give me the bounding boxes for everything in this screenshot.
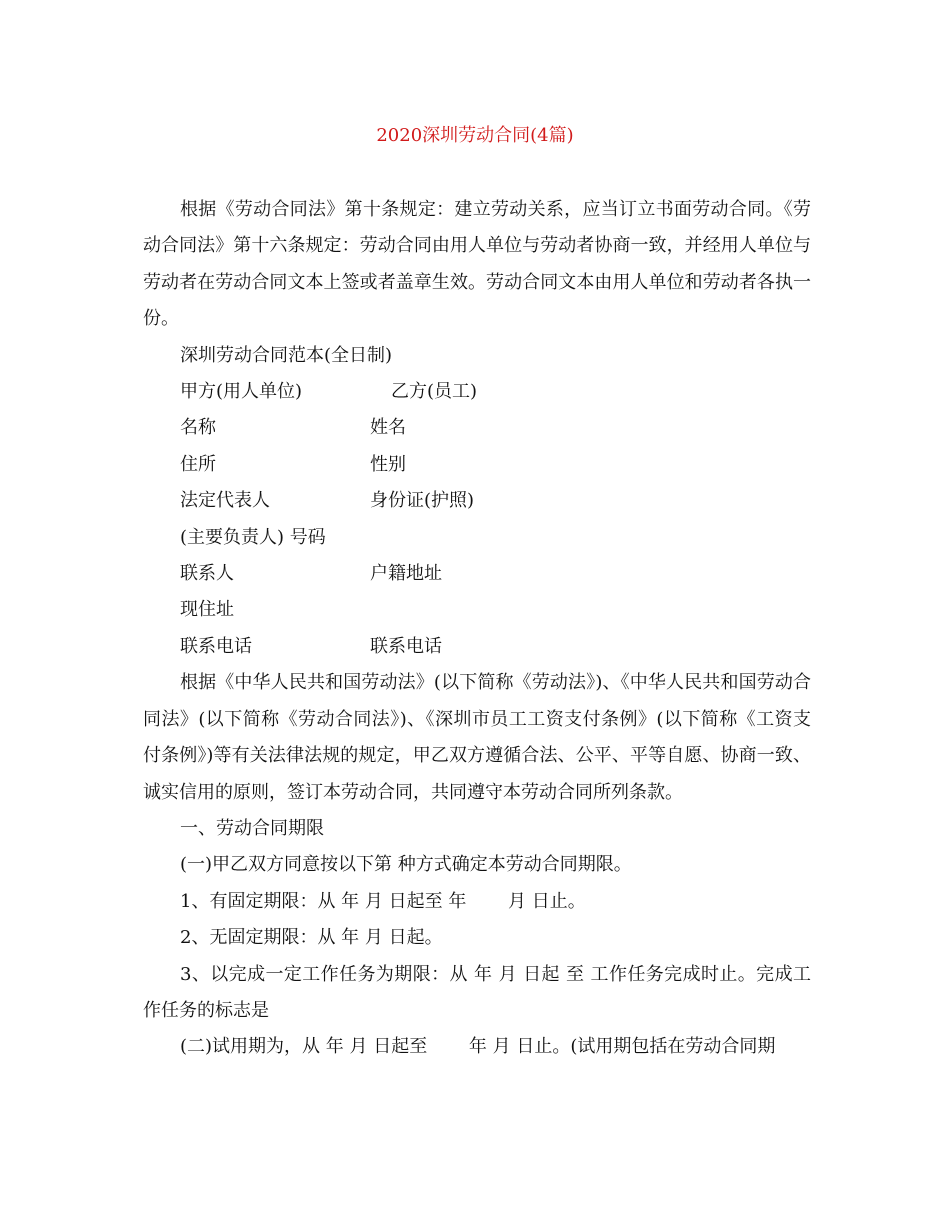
field-row: [143, 592, 811, 628]
field-row: [143, 410, 811, 446]
field-right-label: 联系电话: [370, 635, 442, 657]
field-right-label: 性别: [370, 453, 406, 475]
field-right-label: 姓名: [370, 417, 406, 439]
parties-row: [143, 374, 811, 410]
field-left-label: 联系人: [180, 563, 234, 585]
field-left-label: 现住址: [180, 599, 234, 621]
field-row: [143, 520, 811, 556]
field-row: [143, 629, 811, 665]
party-b-label: 乙方(员工): [391, 381, 478, 403]
basis-paragraph: 根据《中华人民共和国劳动法》(以下简称《劳动法》)、《中华人民共和国劳动合同法》(以下简称《劳动合同法》)、《深圳市员工工资支付条例》(以下简称《工资支付条例》)等有关法律法规的规定，甲乙双方遵循合法、公平、平等自愿、协商一致、诚实信用的原则，签订本劳动合同，共同遵守本劳动合同所列条款。: [143, 672, 811, 803]
field-left-label: 名称: [180, 417, 216, 439]
party-a-label: 甲方(用人单位): [180, 381, 303, 403]
field-right-label: 户籍地址: [370, 563, 442, 585]
intro-paragraph: 根据《劳动合同法》第十条规定：建立劳动关系，应当订立书面劳动合同。《劳动合同法》第十六条规定：劳动合同由用人单位与劳动者协商一致，并经用人单位与劳动者在劳动合同文本上签或者盖章生效。劳动合同文本由用人单位和劳动者各执一份。: [143, 199, 811, 330]
clause-paragraph: 1、有固定期限：从 年 月 日起至 年 月 日止。: [180, 890, 586, 912]
field-left-label: 法定代表人: [180, 490, 270, 512]
section-heading: 一、劳动合同期限: [180, 817, 324, 839]
field-row: [143, 483, 811, 519]
field-right-label: 身份证(护照): [370, 490, 475, 512]
template-title: 深圳劳动合同范本(全日制): [180, 344, 393, 366]
clause-paragraph: (一)甲乙双方同意按以下第 种方式确定本劳动合同期限。: [180, 854, 632, 876]
clause-paragraph: (二)试用期为，从 年 月 日起至 年 月 日止。(试用期包括在劳动合同期: [180, 1036, 776, 1058]
field-row: [143, 447, 811, 483]
clause-paragraph: 2、无固定期限：从 年 月 日起。: [180, 927, 443, 949]
field-row: [143, 556, 811, 592]
clause-paragraph: 3、以完成一定工作任务为期限：从 年 月 日起 至 工作任务完成时止。完成工作任务的标志是: [143, 963, 811, 1021]
field-left-label: 联系电话: [180, 635, 252, 657]
document-title: 2020深圳劳动合同(4篇): [376, 125, 574, 146]
document-body: [143, 192, 811, 1066]
field-left-label: 住所: [180, 453, 216, 475]
field-left-label: (主要负责人) 号码: [180, 526, 326, 548]
